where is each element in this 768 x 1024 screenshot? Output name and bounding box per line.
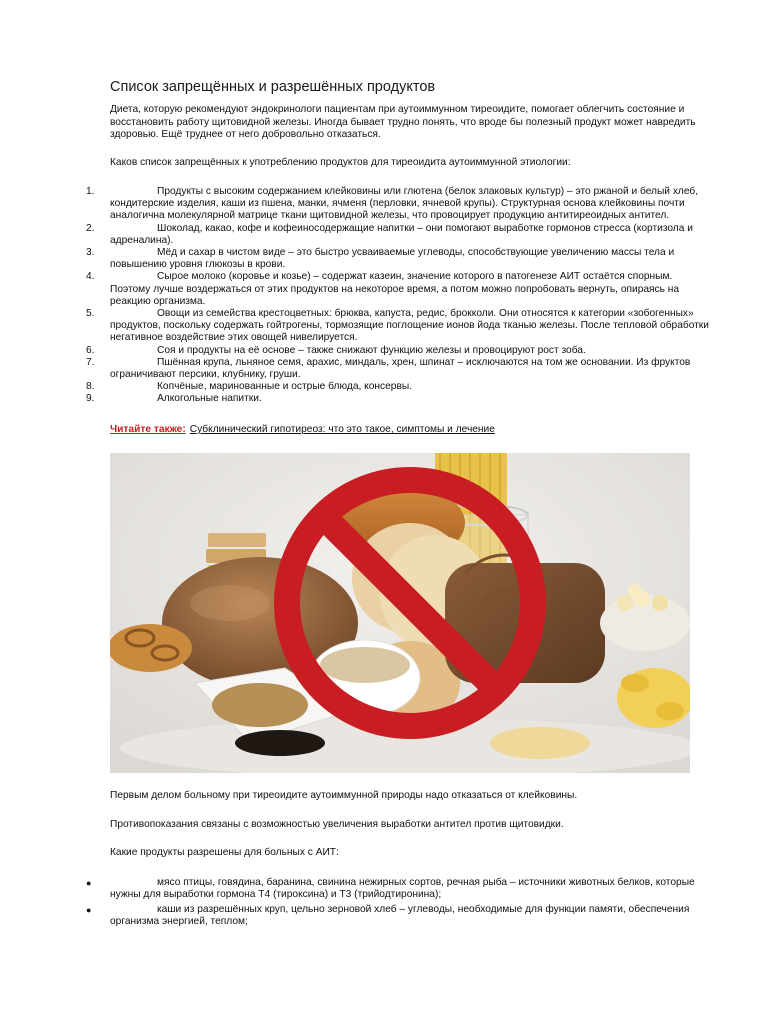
list-item-text: Соя и продукты на её основе – также снижают функцию железы и провоцируют рост зоба. — [157, 344, 586, 356]
gluten-paragraph: Первым делом больному при тиреоидите аутоиммунной природы надо отказаться от клейковины. — [110, 790, 578, 801]
list-item-text: Пшённая крупа, льняное семя, арахис, миндаль, хрен, шпинат – исключаются на том же основании. Из фруктов ограничивают персики, клубнику, груши. — [110, 356, 691, 381]
forbidden-item — [0, 381, 768, 393]
list-number: 8. — [86, 381, 95, 393]
read-also — [110, 424, 495, 435]
forbidden-item — [0, 345, 768, 357]
list-number: 2. — [86, 222, 95, 234]
list-item-text: Алкогольные напитки. — [157, 393, 262, 405]
list-number: 6. — [86, 344, 95, 356]
list-item-text: Мёд и сахар в чистом виде – это быстро усваиваемые углеводы, способствующие увеличению массы тела и повышению уровня глюкозы в крови. — [110, 247, 675, 271]
allowed-item — [0, 904, 768, 929]
list-number: 5. — [86, 308, 95, 320]
allowed-item — [0, 877, 768, 902]
list-item-text: Копчёные, маринованные и острые блюда, консервы. — [157, 381, 413, 393]
bullet-icon: ● — [86, 878, 92, 888]
forbidden-item — [0, 247, 768, 271]
contraindications-paragraph: Противопоказания связаны с возможностью увеличения выработки антител против щитовидки. — [110, 819, 564, 830]
page-title: Список запрещённых и разрешённых продуктов — [110, 79, 436, 95]
allowed-heading: Какие продукты разрешены для больных с АИТ: — [110, 847, 339, 858]
list-item-text: Продукты с высоким содержанием клейковины или глютена (белок злаковых культур) – это ржаной и белый хлеб, кондитерские изделия, каши из пшена, манки, ячменя (перловки, ячневой крупы). Структурная основа клейковины почти аналогична молекулярной матрице ткани щитовидной железы, что провоцирует продукцию антитиреоидных антител. — [110, 186, 699, 222]
forbidden-item — [0, 186, 768, 223]
list-number: 1. — [86, 186, 95, 197]
flatbread — [490, 727, 590, 759]
list-number: 7. — [86, 356, 95, 368]
forbidden-item — [0, 223, 768, 247]
forbidden-heading: Каков список запрещённых к употреблению продуктов для тиреоидита аутоиммунной этиологии: — [110, 157, 571, 168]
list-number: 3. — [86, 247, 95, 259]
forbidden-item — [0, 393, 768, 405]
forbidden-item — [0, 271, 768, 308]
bullet-icon: ● — [86, 904, 92, 915]
forbidden-list — [0, 186, 768, 406]
list-item-text: Шоколад, какао, кофе и кофеиносодержащие напитки – они помогают выработке гормонов стресса (кортизола и адреналина). — [110, 222, 693, 246]
list-number: 9. — [86, 393, 95, 405]
list-item-text: Сырое молоко (коровье и козье) – содержат казеин, значение которого в патогенезе АИТ остаётся спорным. Поэтому лучше воздержаться от этих продуктов на некоторое время, а потом можно попробовать вернуть, опираясь на реакцию организма. — [110, 271, 680, 307]
list-item-text: каши из разрешённых круп, цельно зерновой хлеб – углеводы, необходимые для функции памяти, обеспечения организма энергией, теплом; — [110, 903, 690, 928]
food-photo — [110, 453, 690, 773]
pretzel-pile — [110, 624, 192, 672]
wild-rice-pile — [235, 730, 325, 756]
allowed-list — [0, 877, 768, 931]
read-also-label: Читайте также: — [110, 424, 186, 435]
list-item-text: мясо птицы, говядина, баранина, свинина нежирных сортов, речная рыба – источники животных белков, которые нужны для выработки гормона Т4 (тироксина) и Т3 (трийодтиронина); — [110, 877, 695, 901]
intro-paragraph: Диета, которую рекомендуют эндокринологи пациентам при аутоиммунном тиреоидите, помогает облегчить состояние и восстановить работу щитовидной железы. Иногда бывает трудно понять, что вроде бы полезный продукт может навредить здоровью. Ещё труднее от него добровольно отказаться. — [110, 104, 696, 141]
forbidden-item — [0, 357, 768, 381]
list-number: 4. — [86, 271, 95, 283]
bowtie-pasta — [617, 668, 690, 728]
read-also-link[interactable]: Субклинический гипотиреоз: что это такое, симптомы и лечение — [189, 424, 495, 435]
forbidden-item — [0, 308, 768, 345]
list-item-text: Овощи из семейства крестоцветных: брюква, капуста, редис, брокколи. Они относятся к категории «зобогенных» продуктов, поскольку содержать гойтрогены, тормозящие поглощение ионов йода тканью железы. После тепловой обработки негативное воздействие этих овощей нивелируется. — [110, 308, 709, 344]
